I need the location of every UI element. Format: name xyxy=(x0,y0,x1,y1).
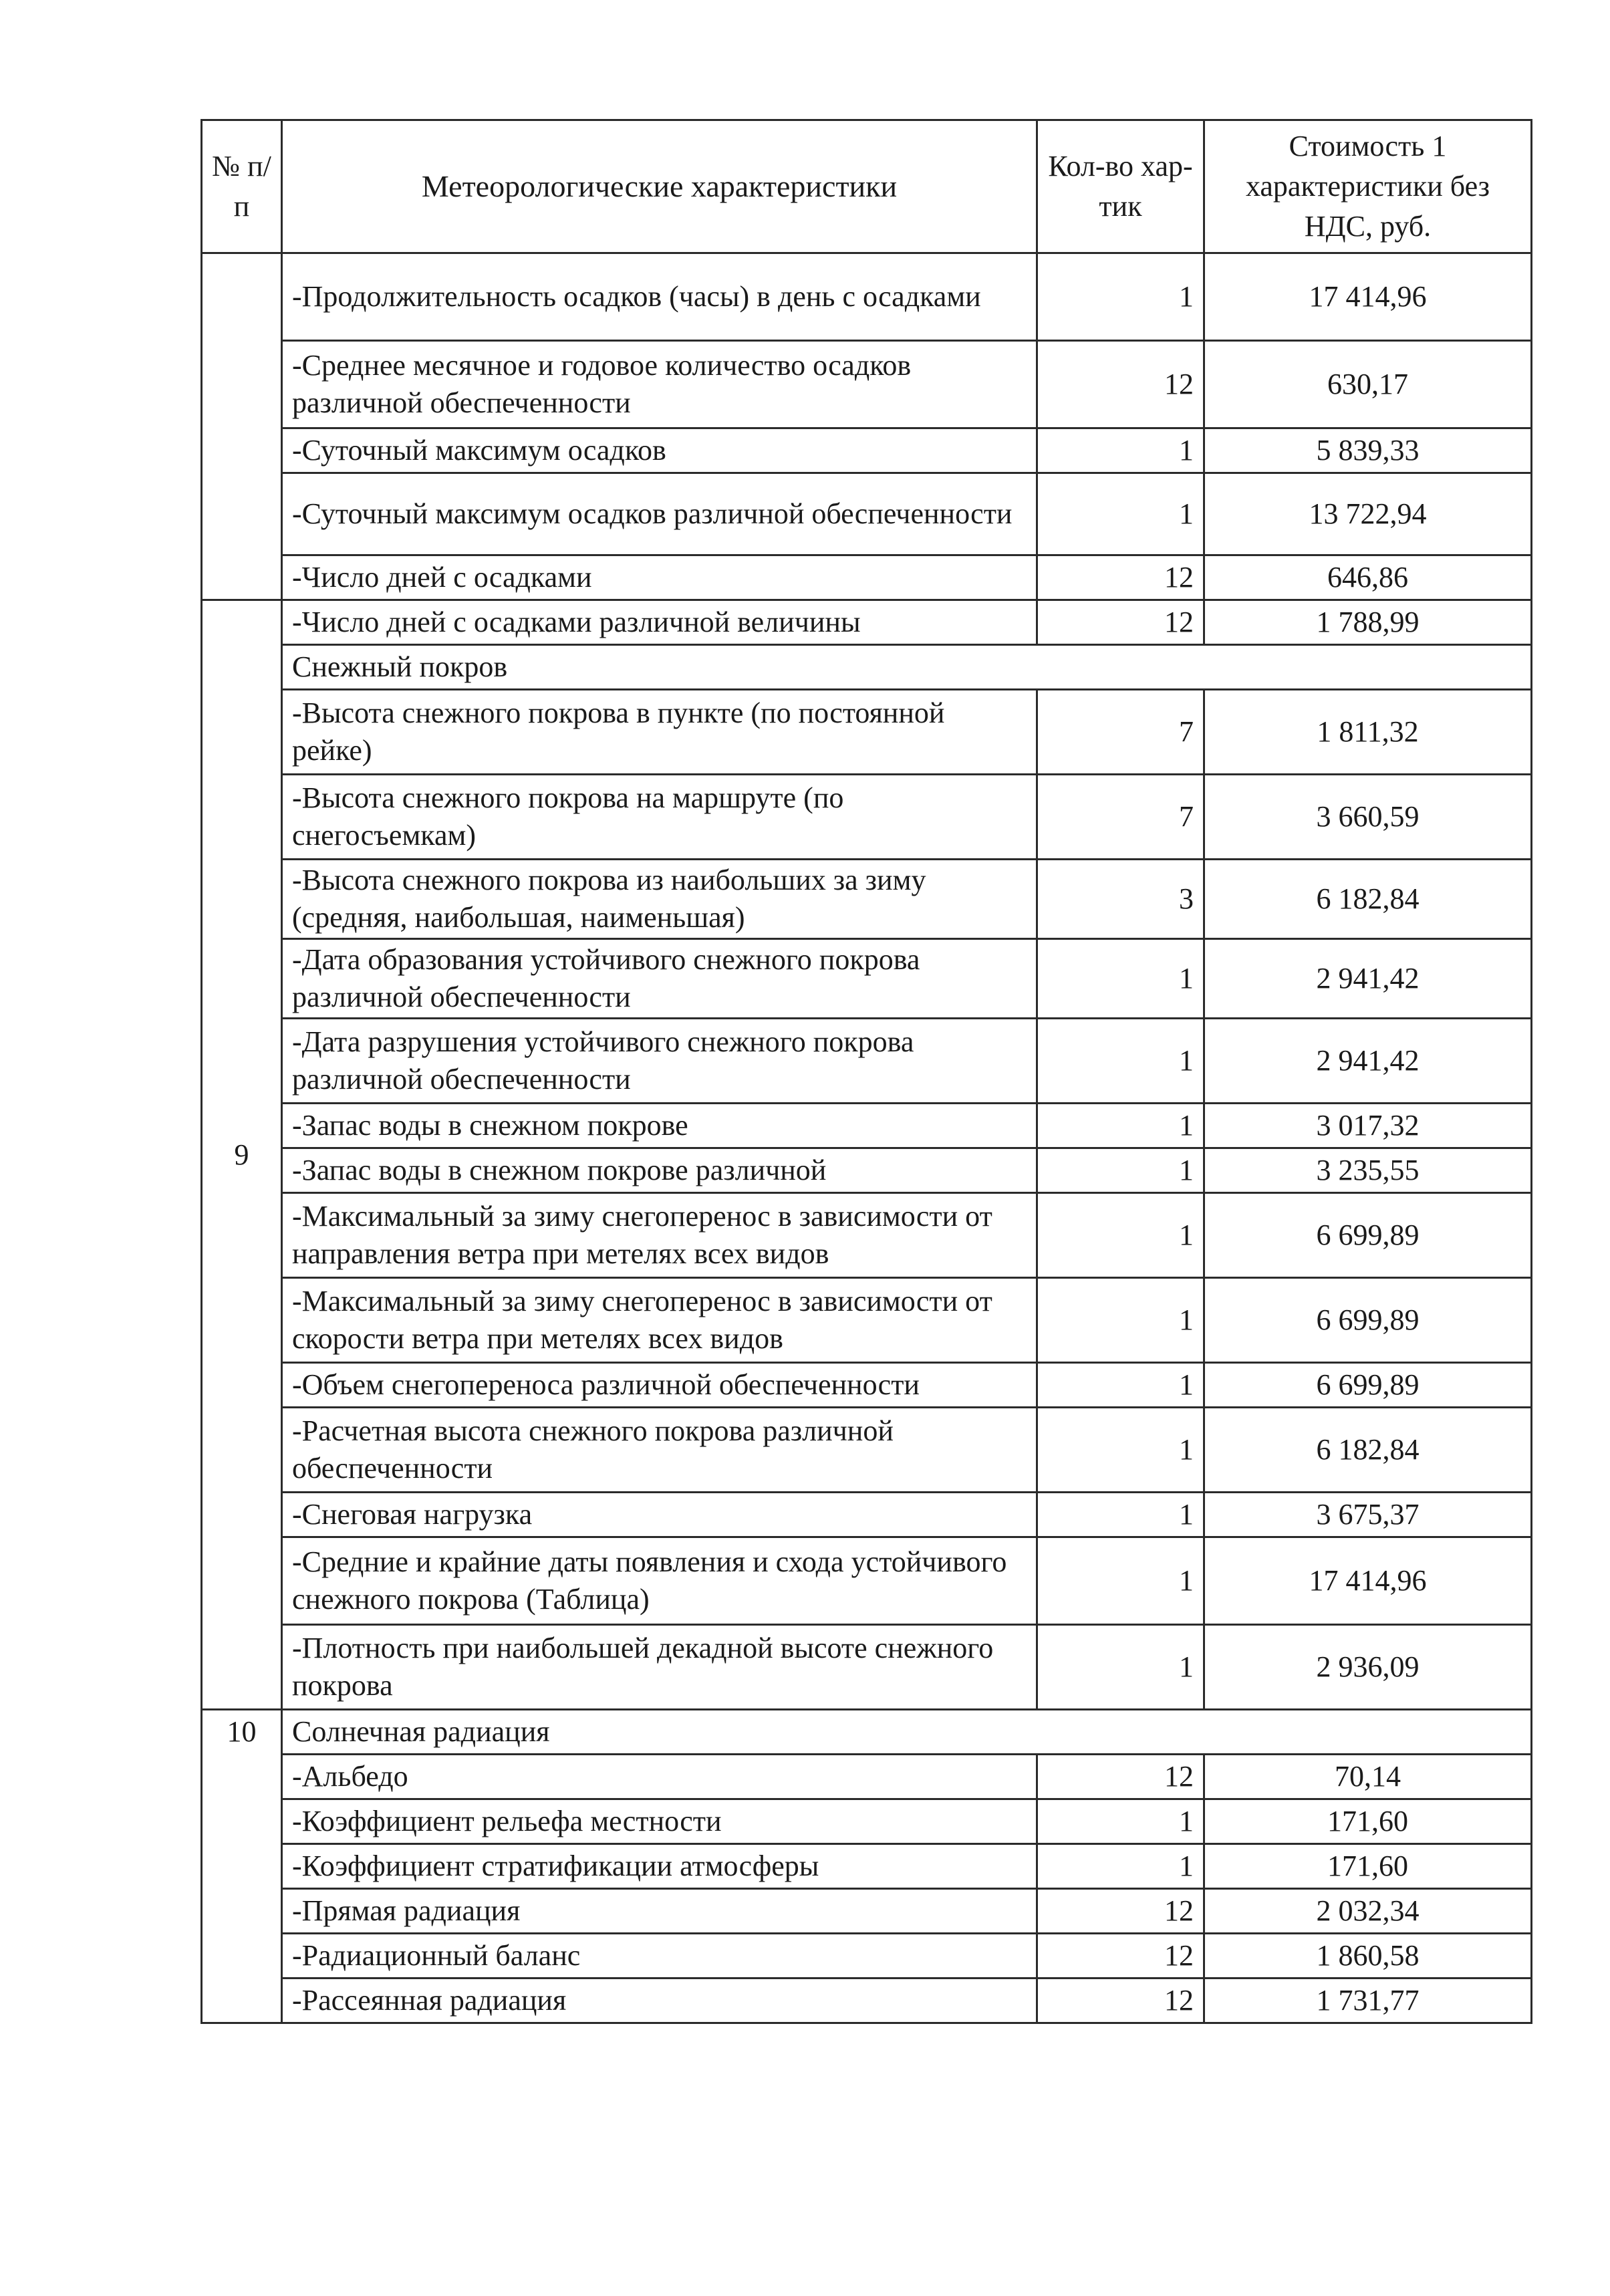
row-qty: 3 xyxy=(1037,860,1204,939)
row-number: 9 xyxy=(202,600,282,1710)
table-row xyxy=(202,860,1532,939)
row-cost: 3 235,55 xyxy=(1204,1148,1532,1193)
row-qty: 7 xyxy=(1037,775,1204,860)
row-qty: 7 xyxy=(1037,690,1204,775)
table-row xyxy=(202,775,1532,860)
row-cost: 3 660,59 xyxy=(1204,775,1532,860)
row-name: -Запас воды в снежном покрове различной xyxy=(282,1148,1037,1193)
table-row xyxy=(202,1019,1532,1104)
row-cost: 6 699,89 xyxy=(1204,1278,1532,1363)
section-title: Солнечная радиация xyxy=(282,1710,1532,1755)
row-name: -Коэффициент стратификации атмосферы xyxy=(282,1844,1037,1889)
table-row xyxy=(202,1408,1532,1493)
row-name: -Снеговая нагрузка xyxy=(282,1493,1037,1537)
table-row xyxy=(202,1934,1532,1979)
row-qty: 1 xyxy=(1037,1193,1204,1278)
row-name: -Радиационный баланс xyxy=(282,1934,1037,1979)
row-cost: 1 811,32 xyxy=(1204,690,1532,775)
table-row xyxy=(202,1755,1532,1799)
table-row xyxy=(202,428,1532,473)
row-cost: 171,60 xyxy=(1204,1799,1532,1844)
row-cost: 3 017,32 xyxy=(1204,1104,1532,1148)
row-cost: 2 941,42 xyxy=(1204,939,1532,1019)
row-qty: 1 xyxy=(1037,1625,1204,1710)
header-qty: Кол-во хар-тик xyxy=(1037,120,1204,253)
row-name: -Коэффициент рельефа местности xyxy=(282,1799,1037,1844)
table-row xyxy=(202,1979,1532,2023)
row-cost: 2 032,34 xyxy=(1204,1889,1532,1934)
table-row xyxy=(202,1193,1532,1278)
row-name: -Суточный максимум осадков различной обеспеченности xyxy=(282,473,1037,555)
row-name: -Среднее месячное и годовое количество осадков различной обеспеченности xyxy=(282,341,1037,428)
table-row xyxy=(202,1799,1532,1844)
table-row xyxy=(202,600,1532,645)
row-name: -Средние и крайние даты появления и схода устойчивого снежного покрова (Таблица) xyxy=(282,1537,1037,1625)
row-name: -Прямая радиация xyxy=(282,1889,1037,1934)
table-row xyxy=(202,253,1532,341)
header-no: № п/п xyxy=(202,120,282,253)
row-cost: 70,14 xyxy=(1204,1755,1532,1799)
row-qty: 1 xyxy=(1037,939,1204,1019)
row-cost: 1 731,77 xyxy=(1204,1979,1532,2023)
section-row xyxy=(202,1710,1532,1755)
row-name: -Объем снегопереноса различной обеспеченности xyxy=(282,1363,1037,1408)
row-name: -Дата разрушения устойчивого снежного покрова различной обеспеченности xyxy=(282,1019,1037,1104)
row-cost: 13 722,94 xyxy=(1204,473,1532,555)
row-qty: 1 xyxy=(1037,1148,1204,1193)
row-name: -Запас воды в снежном покрове xyxy=(282,1104,1037,1148)
row-qty: 1 xyxy=(1037,1844,1204,1889)
table-row xyxy=(202,1148,1532,1193)
row-name: -Суточный максимум осадков xyxy=(282,428,1037,473)
row-name: -Продолжительность осадков (часы) в день с осадками xyxy=(282,253,1037,341)
row-cost: 6 182,84 xyxy=(1204,1408,1532,1493)
row-qty: 1 xyxy=(1037,1019,1204,1104)
row-qty: 12 xyxy=(1037,555,1204,600)
table-row xyxy=(202,1493,1532,1537)
table-row xyxy=(202,1625,1532,1710)
row-qty: 1 xyxy=(1037,1408,1204,1493)
table-row xyxy=(202,1104,1532,1148)
row-cost: 17 414,96 xyxy=(1204,1537,1532,1625)
row-cost: 2 936,09 xyxy=(1204,1625,1532,1710)
row-qty: 12 xyxy=(1037,1889,1204,1934)
row-qty: 1 xyxy=(1037,1537,1204,1625)
row-name: -Высота снежного покрова на маршруте (по снегосъемкам) xyxy=(282,775,1037,860)
row-qty: 1 xyxy=(1037,428,1204,473)
document-page xyxy=(200,119,1530,2024)
row-cost: 6 182,84 xyxy=(1204,860,1532,939)
row-cost: 171,60 xyxy=(1204,1844,1532,1889)
row-name: -Максимальный за зиму снегоперенос в зависимости от направления ветра при метелях всех видов xyxy=(282,1193,1037,1278)
row-qty: 1 xyxy=(1037,1799,1204,1844)
row-cost: 630,17 xyxy=(1204,341,1532,428)
meteo-price-table xyxy=(200,119,1532,2024)
row-cost: 1 860,58 xyxy=(1204,1934,1532,1979)
row-cost: 2 941,42 xyxy=(1204,1019,1532,1104)
row-name: -Плотность при наибольшей декадной высоте снежного покрова xyxy=(282,1625,1037,1710)
row-cost: 17 414,96 xyxy=(1204,253,1532,341)
row-qty: 12 xyxy=(1037,1934,1204,1979)
row-qty: 12 xyxy=(1037,341,1204,428)
table-row xyxy=(202,1537,1532,1625)
table-row xyxy=(202,1844,1532,1889)
row-qty: 1 xyxy=(1037,253,1204,341)
row-name: -Расчетная высота снежного покрова различной обеспеченности xyxy=(282,1408,1037,1493)
table-row xyxy=(202,1889,1532,1934)
row-name: -Максимальный за зиму снегоперенос в зависимости от скорости ветра при метелях всех видов xyxy=(282,1278,1037,1363)
row-qty: 12 xyxy=(1037,1979,1204,2023)
table-row xyxy=(202,939,1532,1019)
row-name: -Число дней с осадками xyxy=(282,555,1037,600)
row-qty: 1 xyxy=(1037,1363,1204,1408)
row-qty: 12 xyxy=(1037,1755,1204,1799)
row-cost: 3 675,37 xyxy=(1204,1493,1532,1537)
table-row xyxy=(202,690,1532,775)
row-name: -Рассеянная радиация xyxy=(282,1979,1037,2023)
row-name: -Альбедо xyxy=(282,1755,1037,1799)
row-name: -Число дней с осадками различной величины xyxy=(282,600,1037,645)
row-qty: 1 xyxy=(1037,1278,1204,1363)
row-cost: 6 699,89 xyxy=(1204,1363,1532,1408)
row-qty: 1 xyxy=(1037,1493,1204,1537)
header-cost: Стоимость 1 характеристики без НДС, руб. xyxy=(1204,120,1532,253)
table-row xyxy=(202,473,1532,555)
row-qty: 1 xyxy=(1037,1104,1204,1148)
section-row xyxy=(202,645,1532,690)
row-cost: 646,86 xyxy=(1204,555,1532,600)
row-number: 10 xyxy=(202,1710,282,2023)
table-row xyxy=(202,341,1532,428)
row-name: -Высота снежного покрова из наибольших за зиму (средняя, наибольшая, наименьшая) xyxy=(282,860,1037,939)
row-qty: 1 xyxy=(1037,473,1204,555)
row-name: -Высота снежного покрова в пункте (по постоянной рейке) xyxy=(282,690,1037,775)
row-cost: 1 788,99 xyxy=(1204,600,1532,645)
table-row xyxy=(202,555,1532,600)
table-row xyxy=(202,1278,1532,1363)
section-title: Снежный покров xyxy=(282,645,1532,690)
row-cost: 5 839,33 xyxy=(1204,428,1532,473)
header-row xyxy=(202,120,1532,253)
row-qty: 12 xyxy=(1037,600,1204,645)
table-row xyxy=(202,1363,1532,1408)
row-cost: 6 699,89 xyxy=(1204,1193,1532,1278)
row-number xyxy=(202,253,282,600)
row-name: -Дата образования устойчивого снежного покрова различной обеспеченности xyxy=(282,939,1037,1019)
header-name: Метеорологические характеристики xyxy=(282,120,1037,253)
